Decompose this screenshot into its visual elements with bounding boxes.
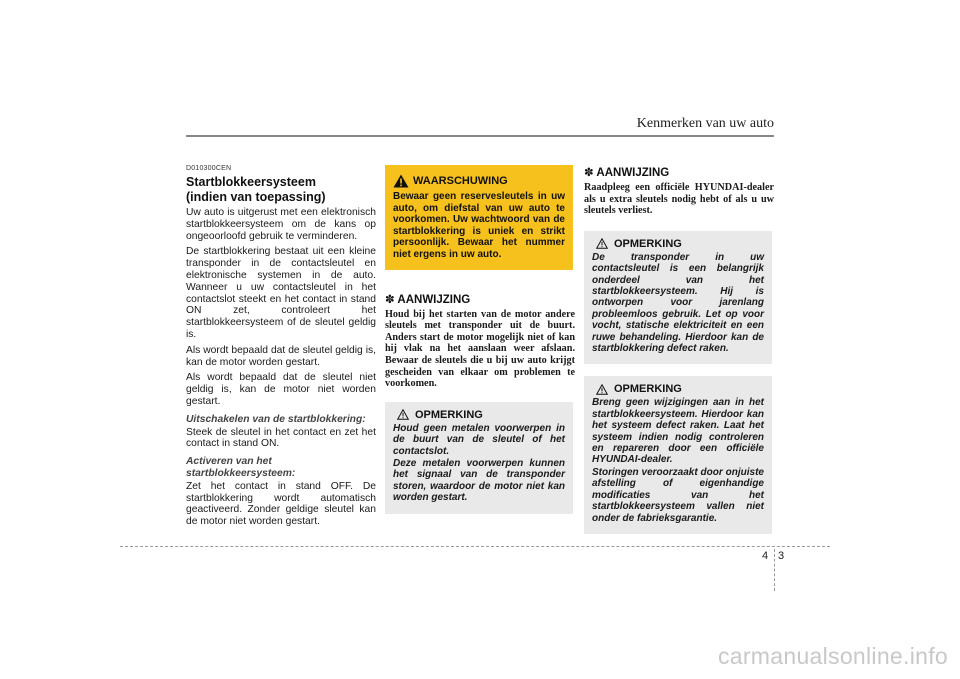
section-title-line1: Startblokkeersysteem xyxy=(186,175,316,189)
caution-title: OPMERKING xyxy=(415,408,483,421)
warning-triangle-icon xyxy=(393,174,409,188)
subheading-activate-line1: Activeren van het xyxy=(186,456,272,468)
caution-text-1: Breng geen wijzigingen aan in het startblokkeersysteem. Hierdoor kan het systeem defect raken. Laat het systeem indien nodig controleren en repareren door een officiële HYUNDAI-dealer. xyxy=(592,397,764,466)
subheading-deactivate: Uitschakelen van de startblokkering: xyxy=(186,413,366,425)
footer-divider xyxy=(120,546,830,547)
caution-box-transponder xyxy=(584,231,772,365)
page-header-title: Kenmerken van uw auto xyxy=(636,116,774,131)
caution-box xyxy=(385,402,573,514)
warning-text: Bewaar geen reservesleutels in uw auto, om diefstal van uw auto te voorkomen. Uw wachtwoord van de startblokkering is uniek en strikt persoonlijk. Bewaar het nummer niet ergens in uw auto. xyxy=(393,191,565,260)
caution-title: OPMERKING xyxy=(614,237,682,250)
caution-title: OPMERKING xyxy=(614,383,682,396)
section-title-line2: (indien van toepassing) xyxy=(186,190,326,204)
paragraph-activate: Zet het contact in stand OFF. De startblokkering wordt automatisch geactiveerd. Zonder geldige sleutel kan de motor niet worden gestart. xyxy=(186,480,376,528)
section-title xyxy=(186,175,376,205)
caution-header xyxy=(592,238,764,250)
paragraph-description: De startblokkering bestaat uit een kleine transponder in de contactsleutel en elektronische systemen in de auto. Wanneer u uw contactsleutel in het contactslot steekt en het contact in stand ON zet, controleert het startblokkeersysteem of de sleutel geldig is. xyxy=(186,246,376,340)
section-code: D010300CEN xyxy=(186,165,232,172)
paragraph-valid-key: Als wordt bepaald dat de sleutel geldig is, kan de motor worden gestart. xyxy=(186,344,376,368)
caution-triangle-icon xyxy=(596,238,608,249)
note-text: Houd bij het starten van de motor andere sleutels met transponder uit de buurt. Anders start de motor mogelijk niet of kan hij vlak na het aanslaan weer afslaan. Bewaar de sleutels die u bij uw auto krijgt gescheiden van elkaar om problemen te voorkomen. xyxy=(385,308,575,390)
paragraph-deactivate: Steek de sleutel in het contact en zet het contact in stand ON. xyxy=(186,426,376,450)
paragraph-intro: Uw auto is uitgerust met een elektronisch startblokkeersysteem om de kans op ongeoorloofd gebruik te verminderen. xyxy=(186,207,376,242)
caution-text-1: Houd geen metalen voorwerpen in de buurt van de sleutel of het contactslot. xyxy=(393,422,565,457)
subheading-activate xyxy=(186,456,376,480)
chapter-number: 4 xyxy=(762,550,769,562)
column-right xyxy=(584,165,774,534)
caution-triangle-icon xyxy=(397,409,409,420)
page-number-separator xyxy=(774,549,775,591)
warning-header xyxy=(393,174,565,188)
paragraph-invalid-key: Als wordt bepaald dat de sleutel niet geldig is, kan de motor niet worden gestart. xyxy=(186,372,376,407)
caution-text-2: Deze metalen voorwerpen kunnen het signaal van de transponder storen, waardoor de motor niet kan worden gestart. xyxy=(393,457,565,504)
caution-header xyxy=(393,409,565,421)
header-rule xyxy=(186,135,774,137)
warning-box xyxy=(385,165,573,270)
note-title: ✽ AANWIJZING xyxy=(385,293,471,306)
page-number: 3 xyxy=(778,550,785,562)
note-title: ✽ AANWIJZING xyxy=(584,167,670,179)
warning-title: WAARSCHUWING xyxy=(413,175,508,187)
subheading-activate-line2: startblokkeersysteem: xyxy=(186,467,296,479)
note-text: Raadpleeg een officiële HYUNDAI-dealer als u extra sleutels nodig hebt of als u uw sleutels verliest. xyxy=(584,182,774,217)
caution-text: De transponder in uw contactsleutel is een belangrijk onderdeel van het startblokkeersysteem. Hij is ontworpen voor jarenlang probleemloos gebruik. Let op voor vocht, statische elektriciteit en een ruwe behandeling. Hierdoor kan de startblokkering defect raken. xyxy=(592,251,764,355)
caution-header xyxy=(592,383,764,395)
column-left xyxy=(186,165,376,532)
column-middle xyxy=(385,165,575,514)
caution-triangle-icon xyxy=(596,384,608,395)
caution-box-modifications xyxy=(584,376,772,533)
watermark: carmanualsonline.info xyxy=(717,643,948,669)
caution-text-2: Storingen veroorzaakt door onjuiste afstelling of eigenhandige modificaties van het startblokkeersysteem vallen niet onder de fabrieksgarantie. xyxy=(592,466,764,524)
